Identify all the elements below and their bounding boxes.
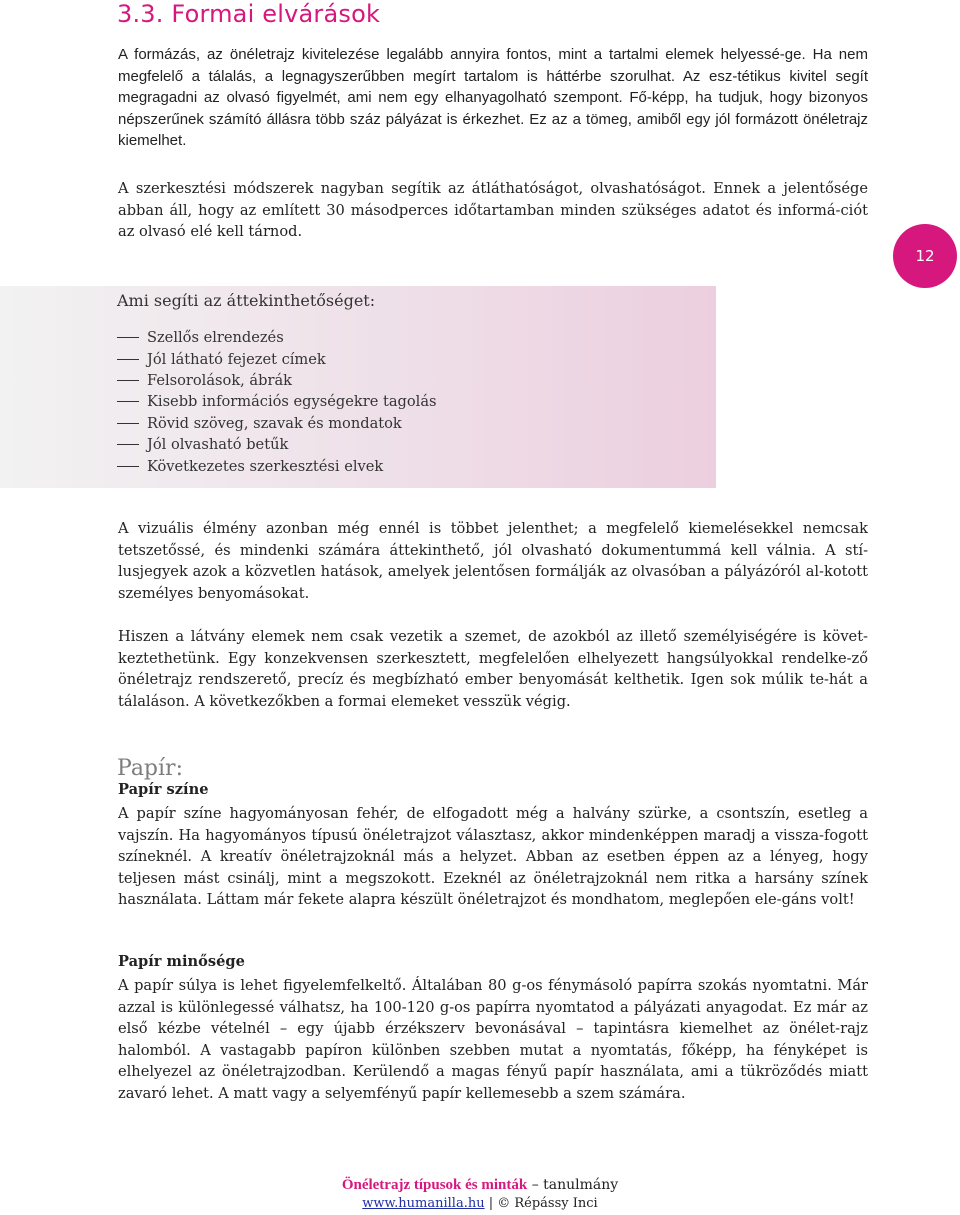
list-item: Szellős elrendezés xyxy=(117,327,437,348)
body-paragraph-2: Hiszen a látvány elemek nem csak vezetik a szemet, de azokból az illető személyiségére is követ-keztethetünk. Egy konzekvensen szerkesztett, megfelelően elhelyezett hangsúlyokkal rendelke-ző önéletrajz rendszerető, precíz és megbízható ember benyomását kelthetik. Igen sok múlik te-hát a tálaláson. A következőkben a formai elemeket vesszük végig. xyxy=(118,628,868,710)
footer-brand-suffix: – tanulmány xyxy=(531,1177,619,1193)
paper-quality-title: Papír minősége xyxy=(118,953,245,970)
paper-color-text: A papír színe hagyományosan fehér, de elfogadott még a halvány szürke, a csontszín, esetleg a vajszín. Ha hagyományos típusú önéletrajzot választasz, akkor mindenképpen maradj a vissza-fogott színeknél. A kreatív önéletrajzoknál más a helyzet. Abban az esetben éppen az a lényeg, hogy teljesen mást csinálj, mint a megszokott. Ezeknél az önéletrajzoknál nem ritka a harsány színek használata. Láttam már fekete alapra készült önéletrajzot és mondhatom, meglepően ele-gáns volt! xyxy=(118,805,868,908)
paper-quality-text: A papír súlya is lehet figyelemfelkeltő. Általában 80 g-os fénymásoló papírra szokás nyomtatni. Már azzal is különlegessé válhatsz, ha 100-120 g-os papírra nyomtatod a pályázati anyagodat. Ez már az első kézbe vételnél – egy újabb érzékszerv bevonásával – tapintásra kiemelhet az önélet-rajz halomból. A vastagabb papíron különben szebben mutat a nyomtatás, főképp, ha fényképet is elhelyezel az önéletrajzodban. Kerülendő a magas fényű papír használata, ami a tükröződés miatt zavaró lehet. A matt vagy a selyemfényű papír kellemesebb a szem számára. xyxy=(118,977,868,1102)
body-paragraph-1: A vizuális élmény azonban még ennél is többet jelenthet; a megfelelő kiemelésekkel nemcsak tetszetőssé, és mindenki számára áttekinthető, jól olvasható dokumentummá kell válnia. A stí-lusjegyek azok a közvetlen hatások, amelyek jelentősen formálják az olvasóban a pályázóról al-kotott személyes benyomásokat. xyxy=(118,520,868,602)
list-item: Rövid szöveg, szavak és mondatok xyxy=(117,413,437,434)
dash-icon xyxy=(117,444,139,445)
footer-credits xyxy=(0,1196,960,1211)
highlight-box-title: Ami segíti az áttekinthetőséget: xyxy=(117,291,376,310)
footer-link[interactable]: www.humanilla.hu xyxy=(362,1196,485,1211)
list-item: Következetes szerkesztési elvek xyxy=(117,455,437,476)
paper-heading: Papír: xyxy=(117,756,183,781)
section-title: 3.3. Formai elvárások xyxy=(117,0,381,28)
page-number: 12 xyxy=(893,224,957,288)
dash-icon xyxy=(117,401,139,402)
list-item: Kisebb információs egységekre tagolás xyxy=(117,391,437,412)
dash-icon xyxy=(117,359,139,360)
list-item: Jól látható fejezet címek xyxy=(117,348,437,369)
footer-brand: Önéletrajz típusok és minták xyxy=(341,1177,528,1193)
dash-icon xyxy=(117,466,139,467)
footer-copyright: © Répássy Inci xyxy=(497,1196,598,1211)
list-item: Felsorolások, ábrák xyxy=(117,370,437,391)
intro-paragraph-1: A formázás, az önéletrajz kivitelezése legalább annyira fontos, mint a tartalmi elemek helyessé-ge. Ha nem megfelelő a tálalás, a legnagyszerűbben megírt tartalom is háttérbe szorulhat. Az esz-tétikus kivitel segít megragadni az olvasó figyelmét, ami nem egy elhanyagolható szempont. Fő-képp, ha tudjuk, hogy bizonyos népszerűnek számító állásra több száz pályázat is érkezhet. Ez az a tömeg, amiből egy jól formázott önéletrajz kiemelhet. xyxy=(118,46,868,149)
highlight-list xyxy=(117,327,437,477)
footer-separator: | xyxy=(488,1196,494,1211)
list-item: Jól olvasható betűk xyxy=(117,434,437,455)
dash-icon xyxy=(117,423,139,424)
dash-icon xyxy=(117,380,139,381)
footer-title xyxy=(0,1177,960,1194)
page-number-badge xyxy=(868,224,958,288)
paper-color-title: Papír színe xyxy=(118,781,209,798)
dash-icon xyxy=(117,337,139,338)
intro-paragraph-2: A szerkesztési módszerek nagyban segítik az átláthatóságot, olvashatóságot. Ennek a jelentősége abban áll, hogy az említett 30 másodperces időtartamban minden szükséges adatot és informá-ciót az olvasó elé kell tárnod. xyxy=(118,180,868,240)
